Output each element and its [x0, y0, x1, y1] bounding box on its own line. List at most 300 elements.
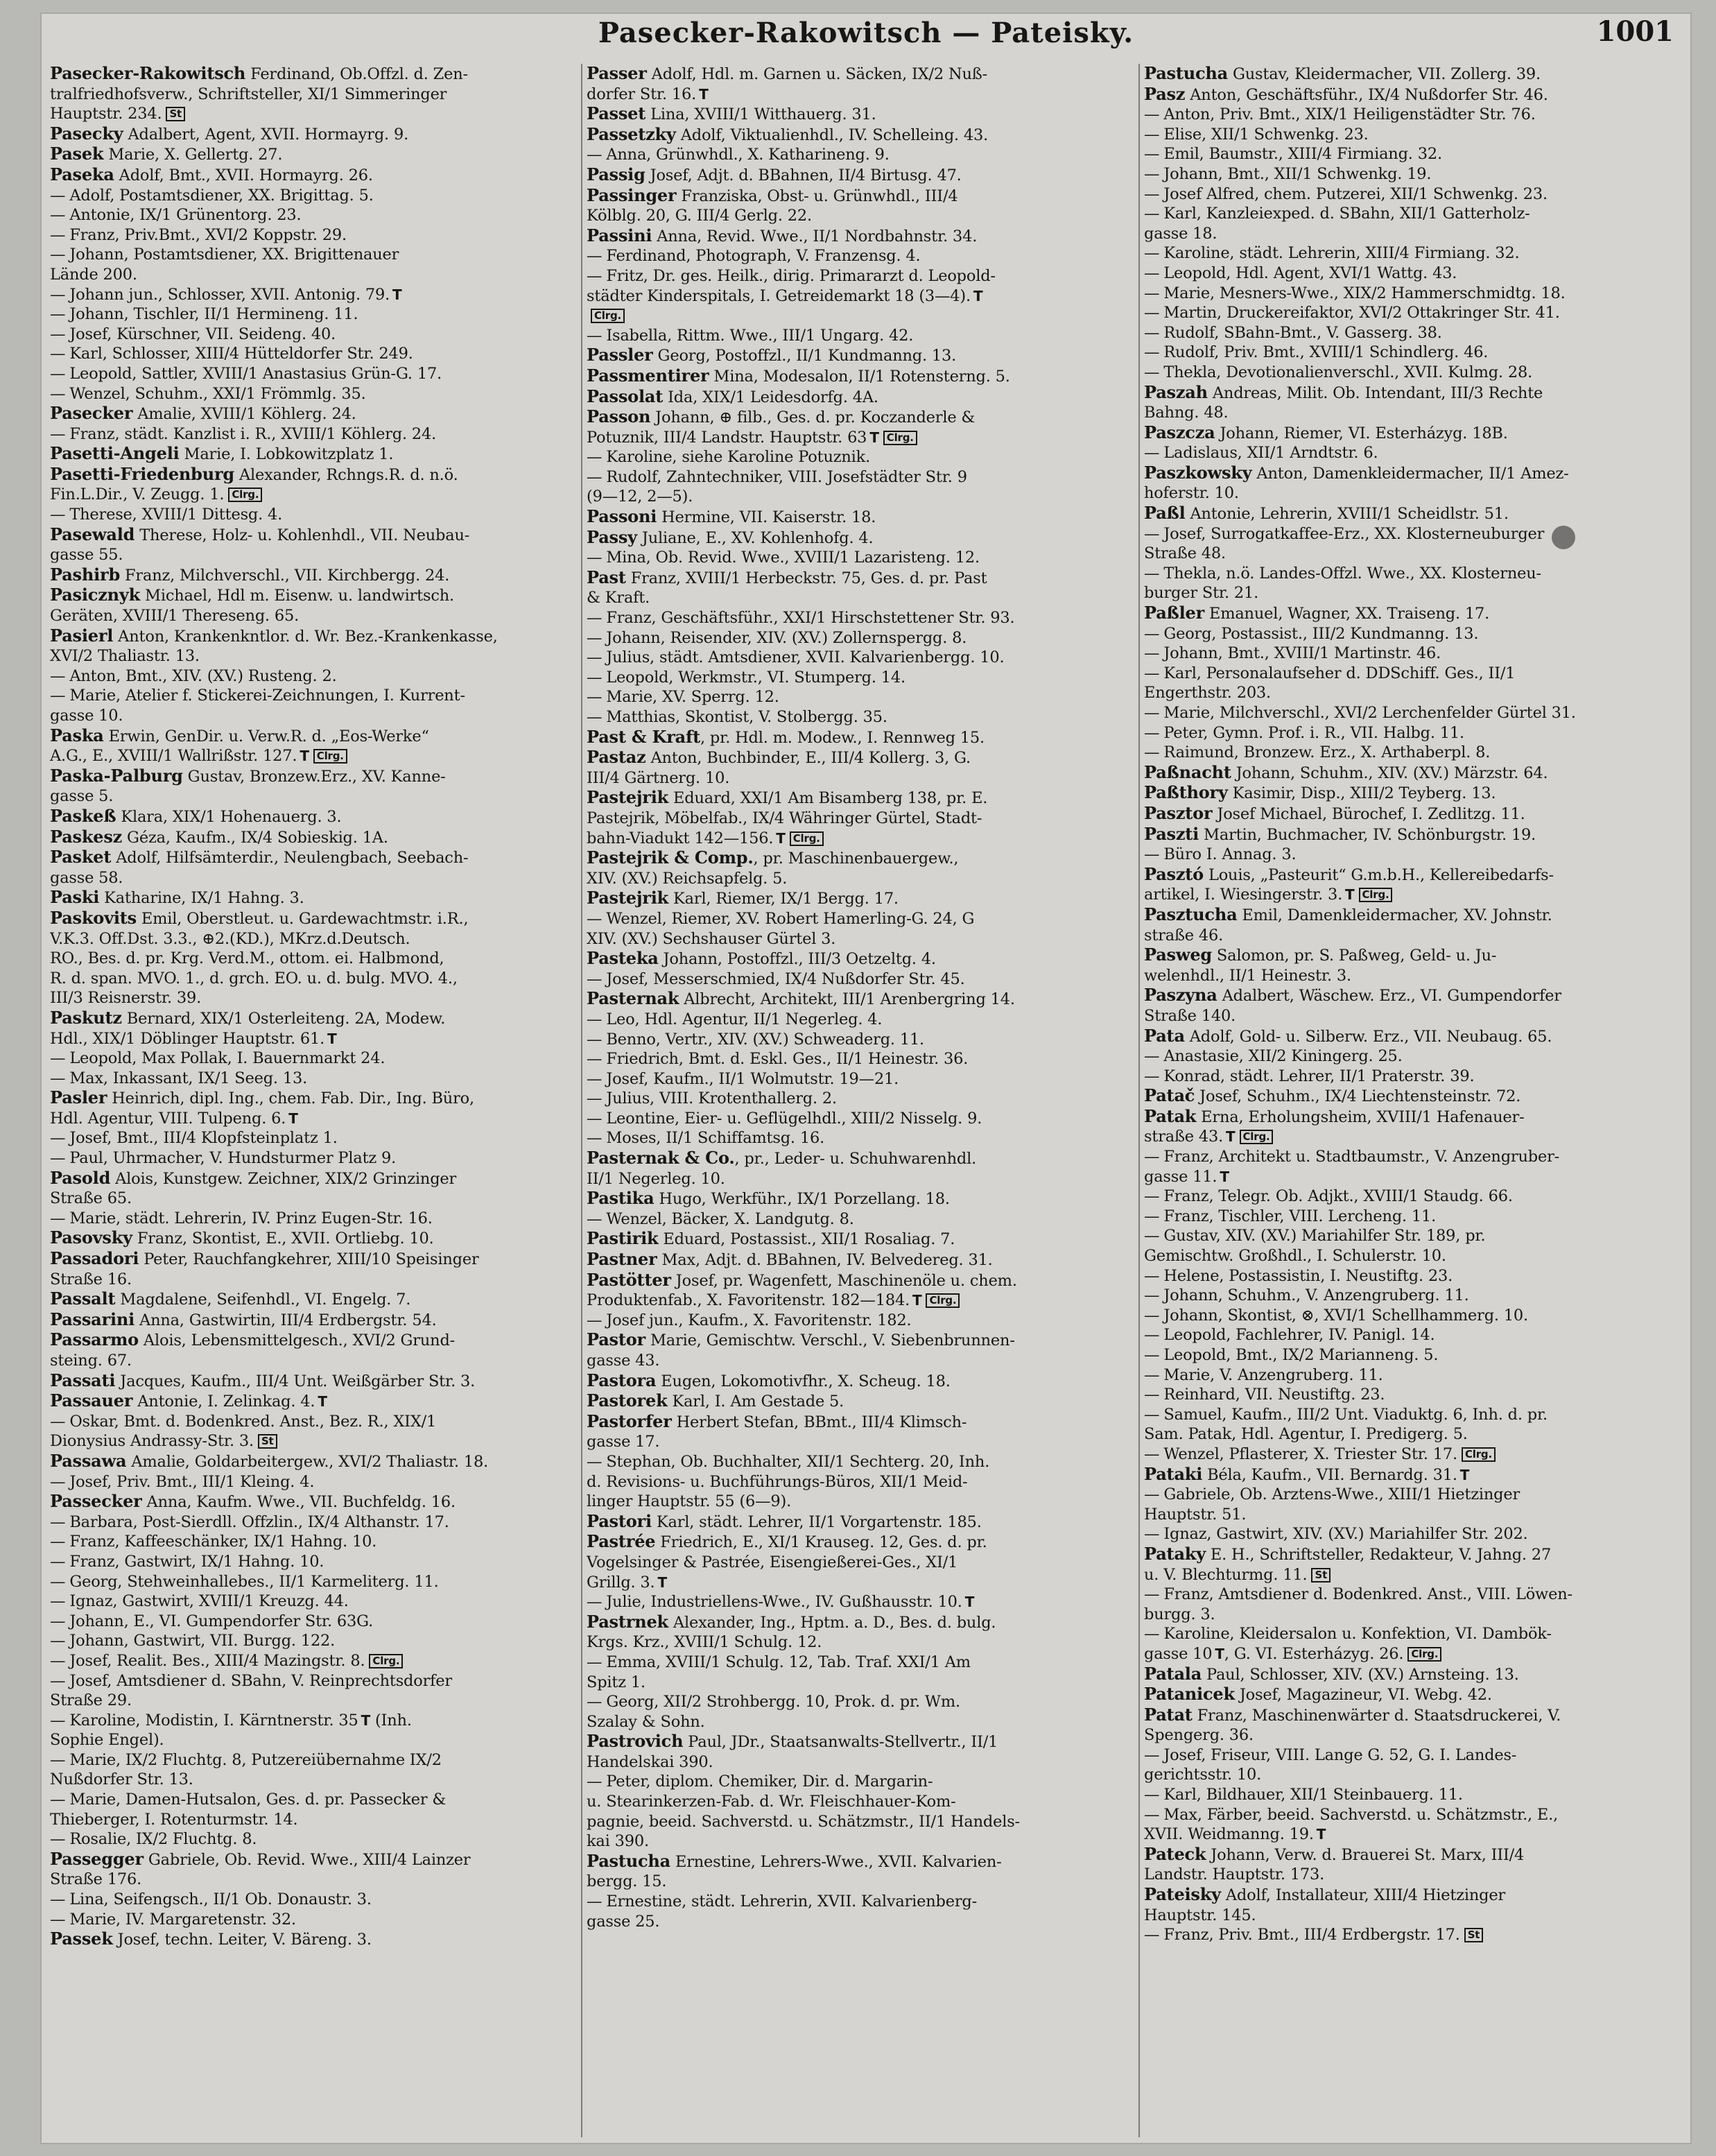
entry-text: Fin.L.Dir., V. Zeugg. 1. — [50, 485, 225, 504]
entry-dash: — — [587, 969, 603, 988]
directory-entry — [587, 727, 1134, 748]
entry-continuation — [587, 1831, 1134, 1852]
directory-subentry — [50, 1592, 577, 1612]
entry-dash: — — [587, 1109, 603, 1128]
directory-subentry — [50, 1209, 577, 1229]
entry-text: Béla, Kaufm., VII. Bernardg. 31. — [1202, 1465, 1457, 1484]
entry-text: städter Kinderspitals, I. Getreidemarkt 18 (3—4). — [587, 286, 971, 305]
entry-text: Michael, Hdl m. Eisenw. u. landwirtsch. — [140, 587, 454, 605]
directory-subentry — [1144, 1187, 1685, 1207]
entry-dash: — — [587, 1452, 603, 1471]
entry-dash: — — [587, 467, 603, 486]
entry-text: Adolf, Gold- u. Silberw. Erz., VII. Neubaug. 65. — [1184, 1027, 1552, 1046]
entry-text: Leopold, Bmt., IX/2 Marianneng. 5. — [1163, 1346, 1439, 1364]
entry-text: burger Str. 21. — [1144, 584, 1259, 603]
entry-dash: — — [50, 687, 66, 705]
entry-dash: — — [50, 364, 66, 383]
entry-continuation — [587, 1632, 1134, 1653]
registry-badge: Clrg. — [883, 431, 917, 445]
registry-badge: Clrg. — [1359, 888, 1393, 902]
entry-continuation — [50, 1770, 577, 1790]
entry-text: Marie, I. Lobkowitzplatz 1. — [179, 445, 394, 464]
entry-text: Karoline, Modistin, I. Kärntnerstr. 35 — [69, 1711, 358, 1730]
entry-text: Anna, Revid. Wwe., II/1 Nordbahnstr. 34. — [652, 227, 978, 245]
directory-entry — [587, 1532, 1134, 1553]
entry-text: Franz, Tischler, VIII. Lercheng. 11. — [1163, 1207, 1437, 1225]
entry-dash: — — [1144, 184, 1160, 203]
entry-text: Erwin, GenDir. u. Verw.R. d. „Eos-Werke“ — [103, 727, 429, 745]
directory-subentry — [1144, 264, 1685, 284]
entry-surname: Patala — [1144, 1664, 1202, 1684]
directory-entry — [587, 366, 1134, 387]
entry-text: gasse 17. — [587, 1433, 660, 1451]
entry-text: Gustav, XIV. (XV.) Mariahilfer Str. 189, pr. — [1163, 1227, 1486, 1245]
entry-text: Antonie, Lehrerin, XVIII/1 Scheidlstr. 51. — [1185, 505, 1509, 524]
entry-surname: Past & Kraft — [587, 727, 700, 747]
entry-dash: — — [50, 1552, 66, 1571]
entry-text: Produktenfab., X. Favoritenstr. 182—184. — [587, 1291, 910, 1310]
entry-surname: Pastrnek — [587, 1612, 668, 1632]
registry-badge: Clrg. — [228, 488, 262, 502]
entry-continuation — [50, 1431, 577, 1451]
entry-text: Karl, Bildhauer, XII/1 Steinbauerg. 11. — [1163, 1786, 1463, 1804]
entry-dash: — — [50, 285, 66, 304]
entry-dash: — — [50, 305, 66, 324]
entry-text: Pastejrik, Möbelfab., IX/4 Währinger Gürtel, Stadt- — [587, 809, 982, 827]
entry-dash: — — [50, 1129, 66, 1148]
directory-entry — [50, 1849, 577, 1870]
entry-text: u. V. Blechturmg. 11. — [1144, 1565, 1308, 1584]
entry-surname: Passalt — [50, 1289, 116, 1309]
entry-text: tralfriedhofsverw., Schriftsteller, XI/1 Simmeringer — [50, 85, 447, 103]
entry-text: Anton, Buchbinder, E., III/4 Kollerg. 3, G. — [645, 749, 971, 768]
entry-text: u. Stearinkerzen-Fab. d. Wr. Fleischhauer-Kom- — [587, 1793, 956, 1811]
directory-subentry — [1144, 1325, 1685, 1345]
entry-surname: Past — [587, 567, 626, 587]
entry-text: Eduard, Postassist., XII/1 Rosaliag. 7. — [658, 1230, 955, 1249]
entry-dash: — — [50, 1632, 66, 1650]
directory-entry — [1144, 905, 1685, 926]
entry-dash: — — [1144, 1585, 1160, 1604]
entry-text: Leopold, Hdl. Agent, XVI/1 Wattg. 43. — [1163, 264, 1457, 282]
entry-continuation — [1144, 1644, 1685, 1664]
entry-surname: Pateisky — [1144, 1885, 1221, 1905]
entry-surname: Pasicznyk — [50, 585, 141, 605]
entry-dash: — — [50, 1572, 66, 1591]
directory-subentry — [1144, 1046, 1685, 1067]
directory-entry — [587, 989, 1134, 1010]
entry-dash: — — [50, 1592, 66, 1611]
entry-text: Josef, Kaufm., II/1 Wolmutstr. 19—21. — [606, 1069, 899, 1088]
entry-continuation — [50, 1691, 577, 1711]
entry-dash: — — [1144, 145, 1160, 164]
entry-continuation — [1144, 926, 1685, 946]
entry-text: Bahng. 48. — [1144, 404, 1229, 422]
entry-text: Johann, Bmt., XII/1 Schwenkg. 19. — [1163, 164, 1432, 183]
entry-text: Mina, Modesalon, II/1 Rotensterng. 5. — [709, 367, 1010, 386]
entry-text: Géza, Kaufm., IX/4 Sobieskig. 1A. — [122, 828, 388, 847]
entry-continuation — [1144, 1127, 1685, 1147]
entry-text: Karl, Personalaufseher d. DDSchiff. Ges., II/1 — [1163, 664, 1516, 682]
entry-surname: Paszti — [1144, 824, 1199, 844]
entry-dash: — — [1144, 1745, 1160, 1764]
directory-subentry — [50, 325, 577, 345]
directory-subentry — [50, 205, 577, 225]
entry-text: gasse 58. — [50, 868, 123, 887]
entry-dash: — — [587, 1069, 603, 1088]
directory-entry — [587, 1412, 1134, 1433]
directory-subentry — [587, 1772, 1134, 1792]
entry-dash: — — [1144, 284, 1160, 302]
entry-continuation — [1144, 1246, 1685, 1266]
directory-subentry — [50, 1128, 577, 1148]
telephone-icon: T — [288, 1110, 298, 1127]
entry-dash: — — [50, 1412, 66, 1431]
entry-surname: Pastor — [587, 1330, 646, 1350]
entry-dash: — — [1144, 1148, 1160, 1166]
entry-dash: — — [587, 1892, 603, 1911]
entry-continuation — [50, 988, 577, 1008]
entry-surname: Pasecker — [50, 404, 133, 424]
entry-text: Hugo, Werkführ., IX/1 Porzellang. 18. — [654, 1190, 950, 1209]
entry-surname: Pasteka — [587, 949, 659, 969]
entry-text: Ferdinand, Ob.Offzl. d. Zen- — [245, 65, 468, 83]
entry-surname: Pasecky — [50, 123, 123, 144]
entry-text: Wenzel, Riemer, XV. Robert Hamerling-G. 24, G — [606, 909, 975, 928]
entry-dash: — — [587, 628, 603, 647]
telephone-icon: T — [300, 748, 309, 765]
entry-text: Franz, Priv. Bmt., III/4 Erdbergstr. 17. — [1163, 1926, 1460, 1944]
entry-dash: — — [50, 345, 66, 363]
entry-text: Anna, Gastwirtin, III/4 Erdbergstr. 54. — [135, 1311, 437, 1329]
entry-text: Handelskai 390. — [587, 1752, 713, 1771]
directory-subentry — [1144, 1405, 1685, 1425]
directory-subentry — [587, 628, 1134, 648]
entry-dash: — — [1144, 1365, 1160, 1384]
entry-continuation — [50, 1109, 577, 1129]
entry-text: E. H., Schriftsteller, Redakteur, V. Jahng. 27 — [1205, 1545, 1552, 1564]
directory-subentry — [587, 1049, 1134, 1069]
directory-subentry — [1144, 303, 1685, 323]
entry-dash: — — [50, 1750, 66, 1769]
directory-subentry — [1144, 1345, 1685, 1365]
entry-surname: Passy — [587, 527, 637, 547]
entry-continuation — [50, 786, 577, 807]
entry-text: Karoline, städt. Lehrerin, XIII/4 Firmiang. 32. — [1163, 244, 1520, 263]
entry-text: Therese, Holz- u. Kohlenhdl., VII. Neubau- — [135, 526, 470, 544]
entry-dash: — — [50, 1069, 66, 1087]
entry-text: Rosalie, IX/2 Fluchtg. 8. — [69, 1830, 257, 1849]
entry-text: Johann, Skontist, ⊗, XVI/1 Schellhammerg. 10. — [1163, 1306, 1528, 1325]
entry-continuation — [1144, 1825, 1685, 1845]
entry-dash: — — [50, 384, 66, 403]
telephone-icon: T — [964, 1594, 975, 1611]
entry-text: Mina, Ob. Revid. Wwe., XVIII/1 Lazaristeng. 12. — [606, 549, 980, 567]
entry-surname: Pasecker-Rakowitsch — [50, 64, 246, 83]
entry-surname: Passinger — [587, 185, 677, 205]
entry-surname: Pastirik — [587, 1229, 659, 1249]
entry-text: Büro I. Annag. 3. — [1163, 845, 1297, 864]
directory-subentry — [50, 304, 577, 325]
entry-continuation — [50, 1810, 577, 1830]
telephone-icon: T — [657, 1573, 667, 1591]
entry-dash: — — [587, 1129, 603, 1148]
directory-subentry — [1144, 723, 1685, 743]
entry-text: (9—12, 2—5). — [587, 488, 693, 506]
directory-subentry — [587, 1452, 1134, 1472]
entry-dash: — — [50, 206, 66, 225]
directory-subentry — [1144, 1785, 1685, 1805]
entry-text-tail: , G. VI. Esterházyg. 26. — [1224, 1644, 1404, 1663]
entry-text: Stephan, Ob. Buchhalter, XII/1 Sechterg. 20, Inh. — [606, 1452, 990, 1471]
entry-text: Adalbert, Agent, XVII. Hormayrg. 9. — [123, 125, 409, 144]
entry-text: , pr., Leder- u. Schuhwarenhdl. — [734, 1150, 977, 1168]
directory-subentry — [587, 1653, 1134, 1673]
entry-text: Lände 200. — [50, 265, 137, 284]
entry-text: Karl, I. Am Gestade 5. — [667, 1392, 844, 1411]
entry-surname: Paski — [50, 888, 100, 908]
entry-dash: — — [50, 1791, 66, 1809]
entry-text: Katharine, IX/1 Hahng. 3. — [99, 889, 304, 908]
entry-text: Rudolf, Zahntechniker, VIII. Josefstädter Str. 9 — [606, 467, 967, 486]
directory-entry — [587, 788, 1134, 809]
directory-subentry — [587, 1311, 1134, 1331]
entry-text: Grillg. 3. — [587, 1573, 655, 1592]
entry-text: XIV. (XV.) Sechshauser Gürtel 3. — [587, 929, 836, 948]
directory-entry — [587, 888, 1134, 909]
directory-entry — [587, 1612, 1134, 1633]
entry-surname: Pastucha — [1144, 64, 1229, 83]
entry-continuation — [587, 829, 1134, 849]
entry-text: Gemischtw. Großhdl., I. Schulerstr. 10. — [1144, 1247, 1446, 1266]
entry-text: Kasimir, Disp., XIII/2 Teyberg. 13. — [1227, 784, 1496, 803]
entry-dash: — — [1144, 1926, 1160, 1944]
entry-text: Franz, Maschinenwärter d. Staatsdruckerei, V. — [1192, 1706, 1561, 1725]
entry-surname: Pastika — [587, 1189, 655, 1209]
directory-subentry — [50, 384, 577, 404]
entry-text: Szalay & Sohn. — [587, 1712, 705, 1731]
directory-entry — [587, 125, 1134, 146]
directory-subentry — [1144, 1444, 1685, 1465]
entry-continuation — [1144, 1505, 1685, 1525]
entry-text: Franziska, Obst- u. Grünwhdl., III/4 — [676, 187, 958, 205]
entry-surname: Paszkowsky — [1144, 463, 1252, 483]
directory-subentry — [1144, 105, 1685, 125]
entry-continuation — [587, 1432, 1134, 1452]
entry-text: Peter, Gymn. Prof. i. R., VII. Halbg. 11. — [1163, 723, 1464, 742]
entry-text: burgg. 3. — [1144, 1605, 1215, 1623]
directory-entry — [1144, 1026, 1685, 1047]
entry-continuation — [1144, 1906, 1685, 1926]
entry-text: Antonie, I. Zelinkag. 4. — [132, 1392, 315, 1411]
entry-dash: — — [1144, 743, 1160, 762]
entry-text: gasse 18. — [1144, 224, 1217, 243]
entry-text: Karl, städt. Lehrer, II/1 Vorgartenstr. 185. — [651, 1512, 982, 1531]
entry-text: Adolf, Installateur, XIII/4 Hietzinger — [1220, 1886, 1506, 1905]
entry-text: Franz, Architekt u. Stadtbaumstr., V. Anzengruber- — [1163, 1148, 1560, 1166]
entry-continuation — [587, 929, 1134, 949]
entry-text: Emil, Baumstr., XIII/4 Firmiang. 32. — [1163, 145, 1442, 164]
entry-surname: Patak — [1144, 1106, 1197, 1126]
entry-text: Ladislaus, XII/1 Arndtstr. 6. — [1163, 444, 1378, 463]
entry-dash: — — [1144, 1047, 1160, 1066]
directory-entry — [587, 1229, 1134, 1250]
entry-dash: — — [50, 1671, 66, 1690]
directory-entry — [1144, 1107, 1685, 1128]
entry-continuation — [50, 746, 577, 766]
entry-text: Marie, Damen-Hutsalon, Ges. d. pr. Passecker & — [69, 1791, 447, 1809]
entry-text: Nußdorfer Str. 13. — [50, 1770, 193, 1789]
entry-surname: Passmentirer — [587, 365, 709, 386]
entry-text: Peter, Rauchfangkehrer, XIII/10 Speisinger — [139, 1250, 479, 1269]
directory-entry — [587, 226, 1134, 247]
entry-dash: — — [1144, 1326, 1160, 1345]
entry-continuation — [587, 768, 1134, 788]
entry-surname: Passarmo — [50, 1330, 139, 1350]
directory-subentry — [1144, 524, 1685, 544]
entry-dash: — — [1144, 125, 1160, 144]
directory-entry — [50, 1330, 577, 1351]
telephone-icon: T — [1226, 1128, 1236, 1146]
directory-subentry — [1144, 184, 1685, 205]
registry-badge: Clrg. — [1462, 1447, 1496, 1462]
entry-surname: Pasket — [50, 847, 112, 868]
directory-entry — [1144, 825, 1685, 845]
entry-surname: Passer — [587, 64, 647, 83]
entry-text: Ignaz, Gastwirt, XVIII/1 Kreuzg. 44. — [69, 1592, 349, 1611]
entry-text: Wenzel, Bäcker, X. Landgutg. 8. — [606, 1209, 854, 1228]
entry-text: Josef, Magazineur, VI. Webg. 42. — [1234, 1686, 1492, 1705]
entry-text: Ida, XIX/1 Leidesdorfg. 4A. — [663, 388, 878, 406]
directory-entry — [50, 1289, 577, 1310]
entry-surname: Pastora — [587, 1370, 657, 1390]
directory-subentry — [587, 467, 1134, 488]
directory-entry — [587, 1371, 1134, 1392]
entry-surname: Pastejrik — [587, 888, 669, 908]
entry-surname: Paska — [50, 725, 104, 745]
entry-text: Straße 16. — [50, 1270, 132, 1288]
entry-surname: Pasold — [50, 1168, 111, 1188]
directory-subentry — [1144, 644, 1685, 664]
directory-entry — [50, 1391, 577, 1412]
entry-dash: — — [1144, 1346, 1160, 1364]
entry-text: Gabriele, Ob. Arztens-Wwe., XIII/1 Hietzinger — [1163, 1485, 1520, 1504]
entry-dash: — — [1144, 1386, 1160, 1404]
directory-subentry — [1144, 144, 1685, 164]
entry-dash: — — [1144, 304, 1160, 322]
directory-subentry — [50, 1532, 577, 1552]
entry-text: welenhdl., II/1 Heinestr. 3. — [1144, 966, 1351, 985]
entry-continuation — [50, 606, 577, 626]
directory-entry — [1144, 1664, 1685, 1685]
entry-continuation — [587, 85, 1134, 105]
directory-entry — [50, 827, 577, 848]
entry-dash: — — [1144, 205, 1160, 223]
entry-dash: — — [50, 1209, 66, 1227]
directory-entry — [50, 1249, 577, 1270]
entry-text: Gustav, Bronzew.Erz., XV. Kanne- — [182, 767, 446, 786]
directory-entry — [587, 1189, 1134, 1209]
entry-surname: Patanicek — [1144, 1684, 1235, 1705]
directory-subentry — [50, 1671, 577, 1691]
directory-subentry — [587, 648, 1134, 668]
column-divider — [1138, 64, 1140, 2137]
directory-subentry — [587, 266, 1134, 286]
page-number: 1001 — [1596, 15, 1674, 48]
entry-surname: Pateck — [1144, 1844, 1206, 1864]
entry-dash: — — [1144, 323, 1160, 342]
entry-continuation — [587, 809, 1134, 829]
entry-surname: Passati — [50, 1370, 116, 1390]
directory-entry — [587, 387, 1134, 408]
entry-text: Krgs. Krz., XVIII/1 Schulg. 12. — [587, 1633, 822, 1652]
entry-surname: Paßler — [1144, 603, 1205, 623]
entry-text: Isabella, Rittm. Wwe., III/1 Ungarg. 42. — [606, 326, 914, 345]
directory-entry — [50, 465, 577, 485]
directory-subentry — [587, 1892, 1134, 1912]
entry-continuation — [50, 104, 577, 124]
entry-text: Thekla, n.ö. Landes-Offzl. Wwe., XX. Klosterneu- — [1163, 564, 1541, 583]
entry-text: Johann, Bmt., XVIII/1 Martinstr. 46. — [1163, 644, 1441, 663]
entry-text: Josef Michael, Bürochef, I. Zedlitzg. 11. — [1212, 804, 1525, 823]
entry-dash: — — [50, 424, 66, 443]
directory-entry — [1144, 463, 1685, 484]
directory-entry — [1144, 85, 1685, 105]
entry-surname: Pasovsky — [50, 1228, 132, 1248]
entry-dash: — — [587, 1773, 603, 1791]
entry-dash: — — [50, 1612, 66, 1630]
entry-continuation — [587, 1812, 1134, 1832]
entry-dash: — — [1144, 363, 1160, 381]
entry-dash: — — [587, 549, 603, 567]
directory-subentry — [1144, 1365, 1685, 1386]
entry-text: Johann, Gastwirt, VII. Burgg. 122. — [69, 1632, 336, 1650]
entry-text: Paul, Uhrmacher, V. Hundsturmer Platz 9. — [69, 1149, 397, 1168]
entry-text: V.K.3. Off.Dst. 3.3., ⊕2.(KD.), MKrz.d.Deutsch. — [50, 929, 410, 948]
directory-subentry — [50, 1552, 577, 1572]
entry-dash: — — [1144, 164, 1160, 183]
entry-text: R. d. span. MVO. 1., d. grch. EO. u. d. bulg. MVO. 4., — [50, 969, 458, 988]
directory-entry — [587, 1852, 1134, 1872]
entry-text: , pr. Maschinenbauergew., — [753, 850, 959, 868]
directory-entry — [1144, 1845, 1685, 1865]
directory-subentry — [587, 1692, 1134, 1712]
entry-text: Oskar, Bmt. d. Bodenkred. Anst., Bez. R., XIX/1 — [69, 1412, 437, 1431]
entry-continuation — [50, 85, 577, 105]
entry-dash: — — [1144, 1525, 1160, 1544]
entry-text: Hauptstr. 234. — [50, 105, 162, 123]
entry-text: Karoline, siehe Karoline Potuznik. — [606, 448, 871, 467]
telephone-icon: T — [318, 1393, 327, 1411]
entry-surname: Pastrée — [587, 1532, 656, 1552]
directory-entry — [50, 144, 577, 165]
entry-continuation — [50, 1189, 577, 1209]
entry-dash: — — [1144, 704, 1160, 722]
directory-entry — [1144, 1885, 1685, 1906]
entry-dash: — — [587, 688, 603, 707]
entry-surname: Passawa — [50, 1451, 127, 1471]
directory-subentry — [1144, 703, 1685, 723]
entry-dash: — — [1144, 624, 1160, 643]
directory-entry — [1144, 804, 1685, 825]
entry-text: gerichtsstr. 10. — [1144, 1766, 1262, 1784]
entry-text: Herbert Stefan, BBmt., III/4 Klimsch- — [671, 1413, 967, 1431]
directory-subentry — [587, 969, 1134, 990]
directory-subentry — [587, 1089, 1134, 1109]
directory-entry — [50, 1310, 577, 1331]
entry-surname: Pastner — [587, 1250, 657, 1270]
entry-text: Max, Adjt. d. BBahnen, IV. Belvedereg. 31. — [657, 1251, 993, 1270]
